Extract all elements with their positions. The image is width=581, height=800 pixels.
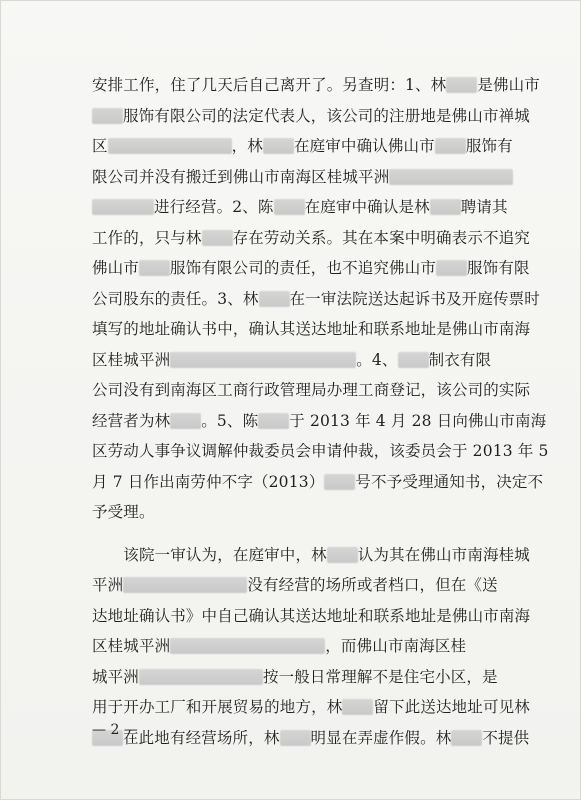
text-line: 工作的，只与林 存在劳动关系。其在本案中明确表示不追究 [92,228,530,247]
redaction-mark [324,474,355,490]
paragraph-2 [92,540,531,754]
text-line: 予受理。 [92,503,155,521]
redaction-mark [435,138,466,154]
text-line: 安排工作，住了几天后自己离开了。另查明：1、林 是佛山市 [92,76,540,94]
redaction-mark [139,260,170,276]
redaction-mark [92,199,154,215]
redaction-mark [274,199,305,215]
redaction-mark [170,413,201,429]
text-line: 经营者为林 。5、陈 于 2013 年 4 月 28 日向佛山市南海 [92,411,547,430]
redaction-mark [170,638,325,654]
page-number: — 2 — [92,722,138,738]
text-line: 区桂城平洲 ，而佛山市南海区桂 [92,637,467,655]
text-line: 佛山市 服饰有限公司的责任，也不追究佛山市 服饰有限 [92,259,530,277]
text-line: 填写的地址确认书中，确认其送达地址和联系地址是佛山市南海 [92,320,531,338]
redaction-mark [202,230,233,246]
redaction-mark [342,699,373,715]
document-body [92,70,549,753]
redaction-mark [263,138,294,154]
text-line: 区桂城平洲 。4、 制衣有限 [92,350,492,369]
redaction-mark [170,352,356,368]
text-line: 用于开办工厂和开展贸易的地方，林 留下此送达地址可见林 [92,698,530,716]
text-line: 城平洲 按一般日常理解不是住宅小区，是 [92,667,498,686]
redaction-mark [280,730,311,746]
redaction-mark [389,169,513,185]
redaction-mark [258,413,289,429]
text-line: 服饰有限公司的法定代表人，该公司的注册地是佛山市禅城 [92,101,502,132]
redaction-mark [451,730,482,746]
redaction-mark [430,199,461,215]
redaction-mark [92,108,123,124]
paragraph-gap [92,528,502,540]
text-line: 限公司并没有搬迁到佛山市南海区桂城平洲 [92,162,502,193]
redaction-mark [108,138,232,154]
redaction-mark [139,669,263,685]
text-line: 区劳动人事争议调解仲裁委员会申请仲裁，该委员会于 2013 年 5 [92,442,549,460]
text-line: 进行经营。2、陈 在庭审中确认是林 聘请其 [92,192,502,223]
text-line: 公司股东的责任。3、林 在一审法院送达起诉书及开庭传票时 [92,289,540,308]
text-line: 在此地有经营场所，林 明显在弄虚作假。林 不提供 [92,723,502,754]
text-line: 月 7 日作出南劳仲不字（2013） 号不予受理通知书，决定不 [92,472,544,491]
text-line: 达地址确认书》中自己确认其送达地址和联系地址是佛山市南海 [92,606,531,625]
text-line: 公司没有到南海区工商行政管理局办理工商登记，该公司的实际 [92,381,531,399]
redaction-mark [446,77,477,93]
redaction-mark [123,577,247,593]
text-line: 该院一审认为，在庭审中，林 认为其在佛山市南海桂城 [92,545,530,564]
redaction-mark [259,291,290,307]
paragraph-1 [92,70,549,528]
redaction-mark [436,260,467,276]
redaction-mark [398,352,429,368]
text-line: 区 ，林 在庭审中确认佛山市 服饰有 [92,137,513,155]
redaction-mark [327,547,358,563]
text-line: 平洲 没有经营的场所或者档口，但在《送 [92,576,498,594]
